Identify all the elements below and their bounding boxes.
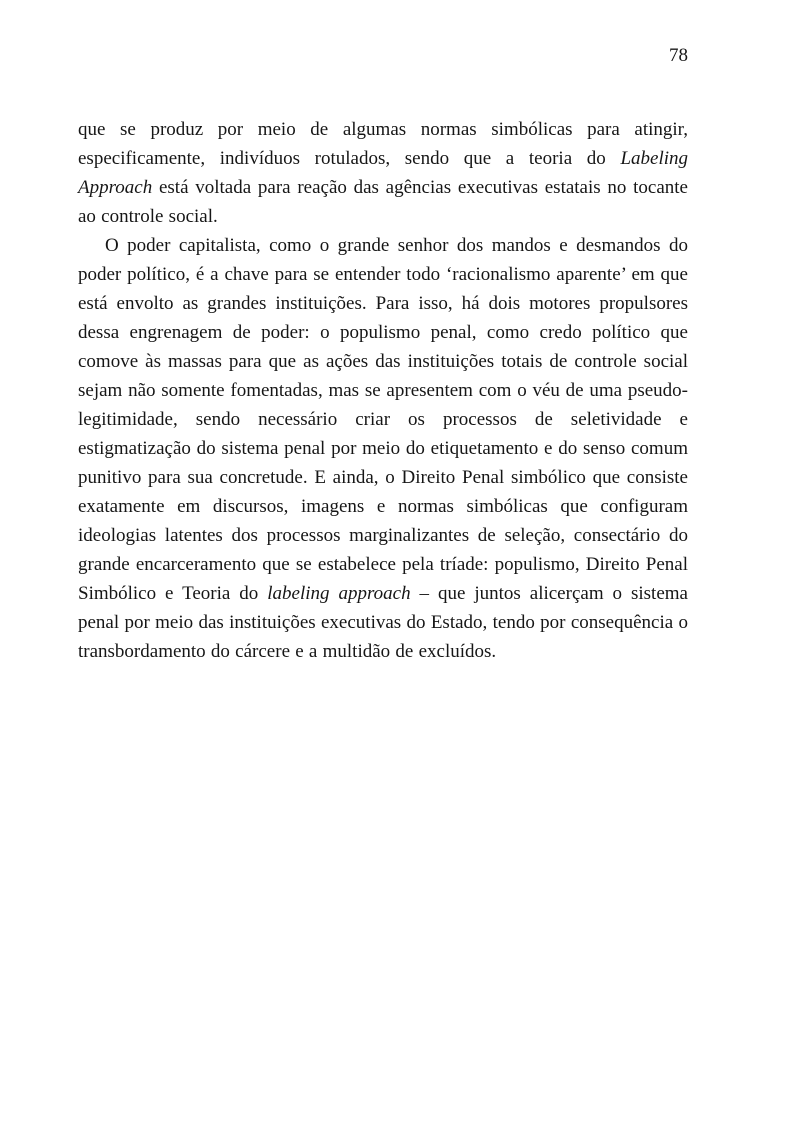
body-text — [78, 115, 688, 666]
page-number: 78 — [669, 45, 688, 66]
paragraph-1-text-cont: está voltada para reação das agências executivas estatais no tocante ao controle social. — [78, 177, 688, 227]
paragraph-1-text: que se produz por meio de algumas normas simbólicas para atingir, especificamente, indivíduos rotulados, sendo que a teoria do — [78, 119, 688, 169]
paragraph-2-text: O poder capitalista, como o grande senhor dos mandos e desmandos do poder político, é a chave para se entender todo ‘racionalismo aparente’ em que está envolto as grandes instituições. Para isso, há dois motores propulsores dessa engrenagem de poder: o populismo penal, como credo político que comove às massas para que as ações das instituições totais de controle social sejam não somente fomentadas, mas se apresentem com o véu de uma pseudo-legitimidade, sendo necessário criar os processos de seletividade e estigmatização do sistema penal por meio do etiquetamento e do senso comum punitivo para sua concretude. E ainda, o Direito Penal simbólico que consiste exatamente em discursos, imagens e normas simbólicas que configuram ideologias latentes dos processos marginalizantes de seleção, consectário do grande encarceramento que se estabelece pela tríade: populismo, Direito Penal Simbólico e Teoria do — [78, 235, 688, 604]
text-column — [78, 46, 688, 666]
paragraph-1-italic-term: Labeling Approach — [78, 148, 688, 198]
paragraph-2-text-cont: – que juntos alicerçam o sistema penal por meio das instituições executivas do Estado, tendo por consequência o transbordamento do cárcere e a multidão de excluídos. — [78, 583, 688, 662]
paragraph-2-italic-term: labeling approach — [267, 583, 411, 604]
paragraph-main — [78, 231, 688, 666]
paragraph-continuation — [78, 115, 688, 231]
